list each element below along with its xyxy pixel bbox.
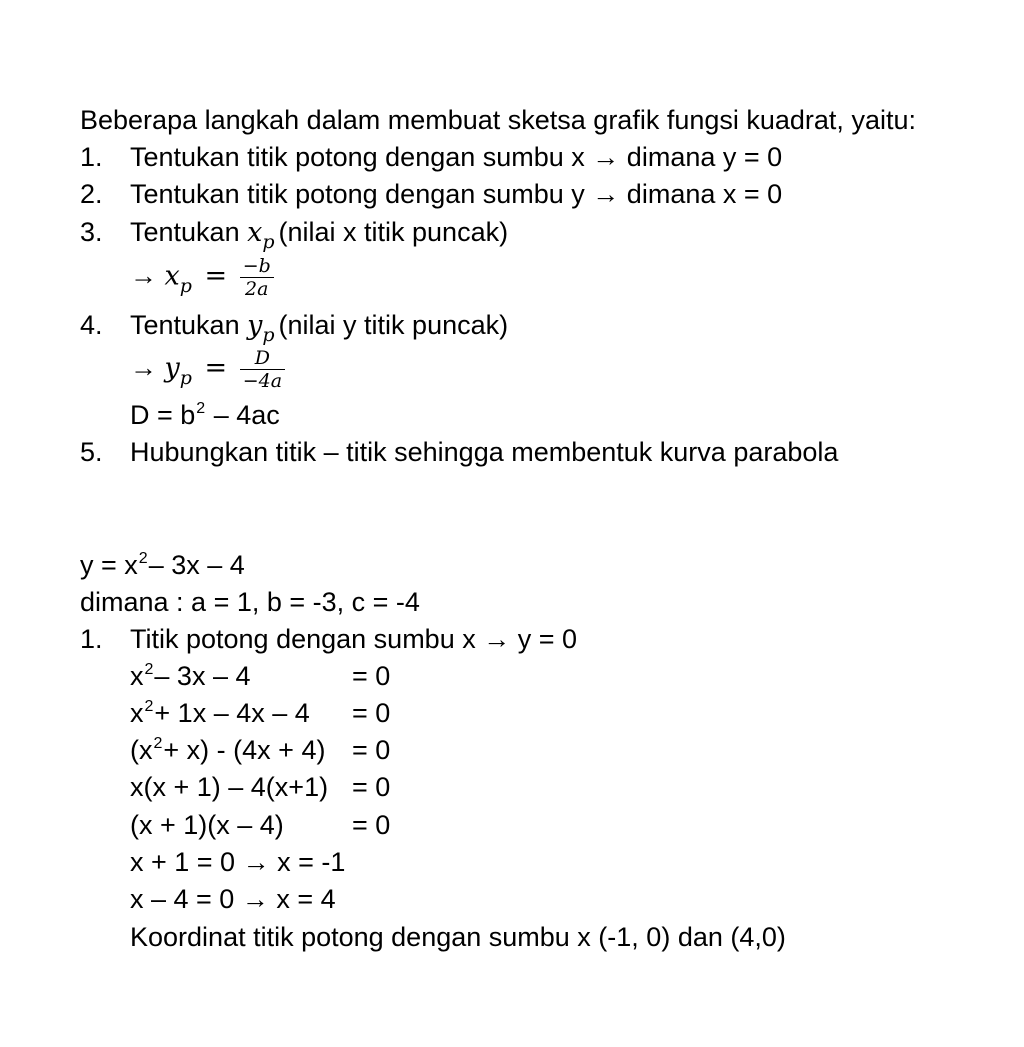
step-number: 5. [80,437,103,467]
step-number: 1. [80,624,103,654]
row-rhs: = 0 [352,772,391,802]
math-variable: y [247,310,263,341]
equation-text: y = x [80,550,138,580]
factoring-row [130,658,250,695]
row-rhs: = 0 [352,810,391,840]
row-text-suffix: – 3x – 4 [154,661,251,691]
disc-text: D = b [130,400,196,430]
step-number: 2. [80,179,103,209]
intro-text: Beberapa langkah dalam membuat sketsa grafik fungsi kuadrat, yaitu: [80,105,916,135]
step-3 [80,214,508,254]
solution-line: x + 1 = 0 → x = -1 [130,847,346,877]
row-text-suffix: + x) - (4x + 4) [163,735,326,765]
step-5 [80,434,838,471]
coefficients-line: dimana : a = 1, b = -3, c = -4 [80,587,420,617]
formula-xp [130,255,274,300]
solution-line: x – 4 = 0 → x = 4 [130,884,336,914]
factoring-row: x(x + 1) – 4(x+1) [130,772,329,802]
step-text-suffix: (nilai x titik puncak) [278,217,509,247]
fraction-denominator: 2a [245,278,269,300]
step-text: Tentukan titik potong dengan sumbu x → dimana y = 0 [130,142,783,172]
fraction [240,255,274,300]
equals-sign: = [195,260,236,292]
superscript: 2 [153,735,163,752]
math-subscript: p [262,231,275,253]
step-text-suffix: (nilai y titik puncak) [278,310,509,340]
step-2 [80,176,782,213]
math-variable: x [247,217,263,248]
step-number: 4. [80,310,103,340]
row-text-suffix: + 1x – 4x – 4 [154,698,310,728]
row-rhs: = 0 [352,735,391,765]
step-text: Titik potong dengan sumbu x → y = 0 [130,624,578,654]
math-subscript: p [262,324,275,346]
step-1 [80,139,782,176]
factoring-row [130,732,325,769]
arrow: → [130,352,165,383]
superscript: 2 [196,400,206,417]
example-equation [80,547,245,584]
step-text: Tentukan [130,217,248,247]
example-step-1 [80,621,577,658]
fraction-numerator: D [254,347,271,369]
row-text: x [130,661,144,691]
superscript: 2 [144,661,154,678]
math-subscript: p [179,366,192,389]
math-variable: y [164,352,180,384]
factoring-row: (x + 1)(x – 4) [130,810,284,840]
row-text: x [130,698,144,728]
fraction-numerator: −b [242,255,271,277]
step-4 [80,307,508,347]
equation-text-suffix: – 3x – 4 [148,550,245,580]
math-variable: x [164,260,180,292]
step-text: Hubungkan titik – titik sehingga membentuk kurva parabola [130,437,839,467]
discriminant-formula [130,397,280,434]
row-text: (x [130,735,153,765]
fraction [240,347,285,392]
coordinates-conclusion: Koordinat titik potong dengan sumbu x (-1, 0) dan (4,0) [130,922,786,952]
factoring-row [130,695,310,732]
arrow: → [130,260,165,291]
formula-yp [130,347,285,392]
step-text: Tentukan titik potong dengan sumbu y → dimana x = 0 [130,179,783,209]
row-rhs: = 0 [352,661,391,691]
step-text: Tentukan [130,310,248,340]
fraction-denominator: −4a [242,370,283,392]
disc-text-suffix: – 4ac [206,400,280,430]
row-rhs: = 0 [352,698,391,728]
equals-sign: = [195,352,236,384]
step-number: 1. [80,142,103,172]
superscript: 2 [138,550,148,567]
math-subscript: p [179,274,192,297]
step-number: 3. [80,217,103,247]
superscript: 2 [144,698,154,715]
